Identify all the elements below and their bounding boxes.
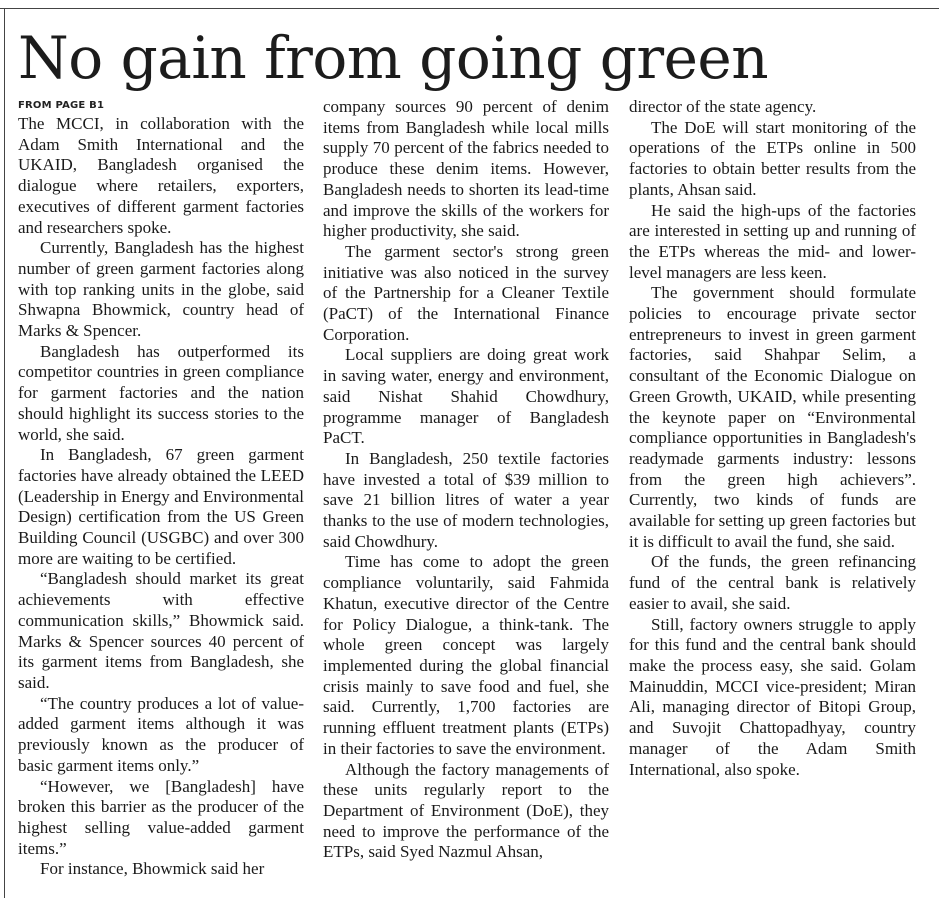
paragraph: “The country produces a lot of value-added garment items although it was previously known as the producer of basic garment items only.”: [18, 693, 304, 775]
paragraph: In Bangladesh, 67 green garment factories have already obtained the LEED (Leadership in Energy and Environmental Design) certification from the US Green Building Council (USGBC) and over 300 more are waiting to be certified.: [18, 445, 304, 568]
paragraph: The garment sector's strong green initiative was also noticed in the survey of the Partnership for a Cleaner Textile (PaCT) of the International Finance Corporation.: [323, 241, 609, 344]
paragraph: company sources 90 percent of denim items from Bangladesh while local mills supply 70 percent of the fabrics needed to produce these denim items. However, Bangladesh needs to shorten its lead-time and improve the skills of the workers for higher productivity, she said.: [323, 97, 609, 241]
article-column-3: [629, 97, 916, 780]
paragraph: The MCCI, in collaboration with the Adam Smith International and the UKAID, Bangladesh organised the dialogue where retailers, exporters, executives of different garment factories and researchers spoke.: [18, 114, 304, 237]
paragraph: The DoE will start monitoring of the operations of the ETPs online in 500 factories to obtain better results from the plants, Ahsan said.: [629, 117, 916, 199]
article-column-1: [18, 97, 304, 880]
paragraph: “However, we [Bangladesh] have broken this barrier as the producer of the highest selling value-added garment items.”: [18, 776, 304, 858]
top-border-rule: [0, 8, 939, 9]
article-headline: No gain from going green: [18, 24, 769, 92]
paragraph: Time has come to adopt the green compliance voluntarily, said Fahmida Khatun, executive director of the Centre for Policy Dialogue, a think-tank. The whole green concept was largely implemented during the global financial crisis mainly to save food and fuel, she said. Currently, 1,700 factories are running effluent treatment plants (ETPs) in their factories to save the environment.: [323, 552, 609, 758]
paragraph: The government should formulate policies to encourage private sector entrepreneurs to invest in green garment factories, said Shahpar Selim, a consultant of the Economic Dialogue on Green Growth, UKAID, while presenting the keynote paper on “Environmental compliance opportunities in Bangladesh's readymade garments industry: lessons from the green high achievers”. Currently, two kinds of funds are available for setting up green factories but it is difficult to avail the fund, she said.: [629, 283, 916, 551]
paragraph: “Bangladesh should market its great achievements with effective communication skills,” Bhowmick said. Marks & Spencer sources 40 percent of its garment items from Bangladesh, she said.: [18, 569, 304, 692]
paragraph: Local suppliers are doing great work in saving water, energy and environment, said Nishat Shahid Chowdhury, programme manager of Bangladesh PaCT.: [323, 345, 609, 448]
paragraph: He said the high-ups of the factories are interested in setting up and running of the ETPs whereas the mid- and lower-level managers are less keen.: [629, 200, 916, 282]
paragraph: In Bangladesh, 250 textile factories have invested a total of $39 million to save 21 billion litres of water a year thanks to the use of modern technologies, said Chowdhury.: [323, 448, 609, 551]
paragraph: Currently, Bangladesh has the highest number of green garment factories along with top ranking units in the globe, said Shwapna Bhowmick, country head of Marks & Spencer.: [18, 238, 304, 341]
jump-line: FROM PAGE B1: [18, 100, 105, 111]
left-border-rule: [4, 8, 5, 898]
paragraph: Bangladesh has outperformed its competitor countries in green compliance for garment factories and the nation should highlight its success stories to the world, she said.: [18, 341, 304, 444]
article-column-2: [323, 97, 609, 863]
paragraph: Although the factory managements of these units regularly report to the Department of Environment (DoE), they need to improve the performance of the ETPs, said Syed Nazmul Ahsan,: [323, 759, 609, 862]
paragraph: director of the state agency.: [629, 97, 817, 116]
paragraph: Still, factory owners struggle to apply for this fund and the central bank should make the process easy, she said. Golam Mainuddin, MCCI vice-president; Miran Ali, managing director of Bitopi Group, and Suvojit Chattopadhyay, country manager of the Adam Smith International, also spoke.: [629, 614, 916, 779]
paragraph: Of the funds, the green refinancing fund of the central bank is relatively easier to avail, she said.: [629, 552, 916, 613]
paragraph: For instance, Bhowmick said her: [40, 859, 265, 879]
